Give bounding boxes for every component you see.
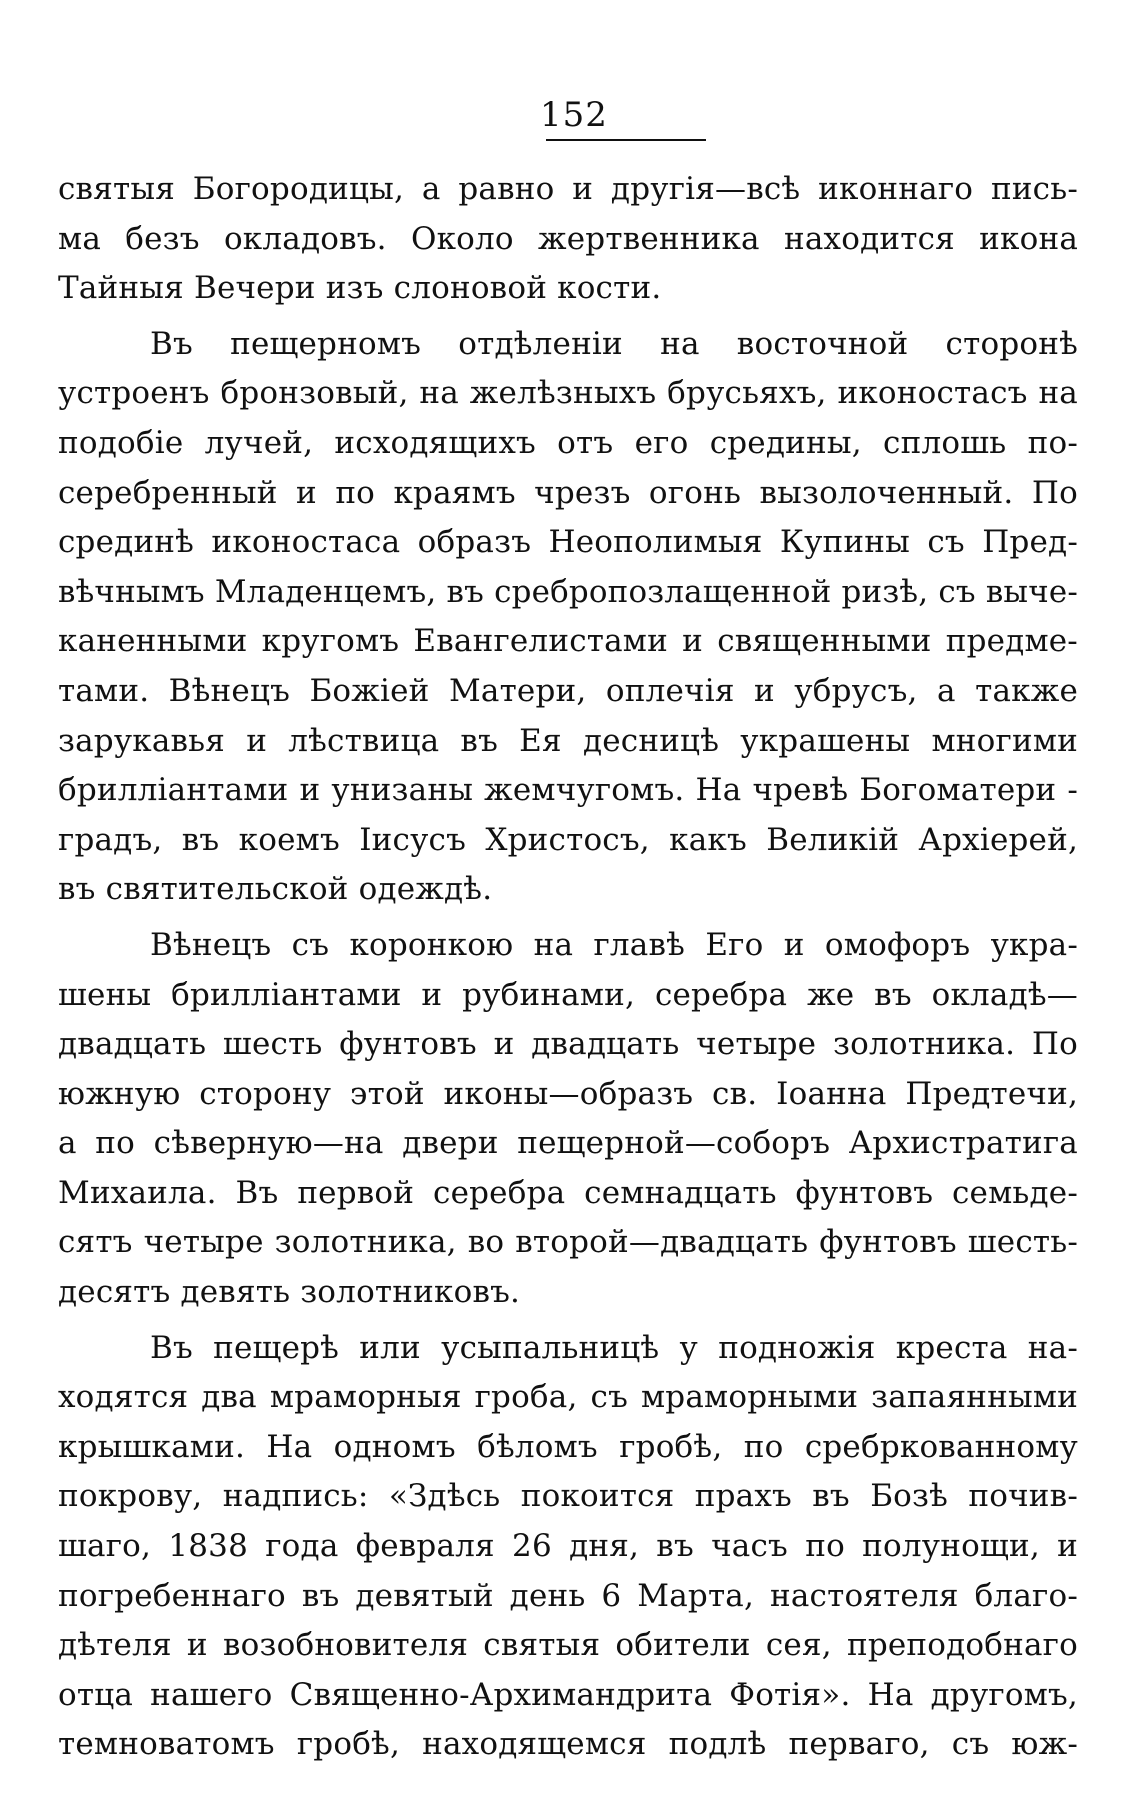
text-line: градъ, въ коемъ Іисусъ Христосъ, какъ Великій Архіерей,: [58, 821, 1078, 858]
paragraph: [58, 165, 1078, 314]
text-line: а по сѣверную—на двери пещерной—соборъ Архистратига: [58, 1125, 1078, 1162]
page-number-rule: [546, 139, 706, 141]
text-line: въ святительской одеждѣ.: [58, 871, 493, 908]
paragraph: [58, 921, 1078, 1318]
text-line: десятъ девять золотниковъ.: [58, 1274, 521, 1311]
text-line: подобіе лучей, исходящихъ отъ его средины, сплошь по-: [58, 424, 1078, 461]
text-line: срединѣ иконостаса образъ Неополимыя Купины съ Пред-: [58, 524, 1078, 561]
text-line: устроенъ бронзовый, на желѣзныхъ брусьяхъ, иконостасъ на: [58, 375, 1078, 412]
text-line: ма безъ окладовъ. Около жертвенника находится икона: [58, 220, 1078, 257]
paragraph: [58, 320, 1078, 915]
text-line: Въ пещерномъ отдѣленіи на восточной сторонѣ: [150, 325, 1078, 362]
page-number: 152: [540, 95, 608, 135]
text-line: зарукавья и лѣствица въ Ея десницѣ украшены многими: [58, 722, 1078, 759]
text-line: Михаила. Въ первой серебра семнадцать фунтовъ семьде-: [58, 1174, 1078, 1211]
text-line: отца нашего Священно-Архимандрита Фотія». На другомъ,: [58, 1676, 1078, 1713]
body-text: [58, 165, 1078, 1770]
text-line: сятъ четыре золотника, во второй—двадцать фунтовъ шесть-: [58, 1224, 1078, 1261]
text-line: покрову, надпись: «Здѣсь покоится прахъ въ Бозѣ почив-: [58, 1478, 1078, 1515]
text-line: крышками. На одномъ бѣломъ гробѣ, по сребркованному: [58, 1428, 1078, 1465]
text-line: Въ пещерѣ или усыпальницѣ у подножія креста на-: [150, 1329, 1078, 1366]
text-line: шены брилліантами и рубинами, серебра же въ окладѣ—: [58, 976, 1078, 1013]
text-line: южную сторону этой иконы—образъ св. Іоанна Предтечи,: [58, 1075, 1078, 1112]
text-line: тами. Вѣнецъ Божіей Матери, оплечія и убрусъ, а также: [58, 672, 1078, 709]
text-line: святыя Богородицы, а равно и другія—всѣ иконнаго пись-: [58, 171, 1078, 207]
text-line: Вѣнецъ съ коронкою на главѣ Его и омофоръ укра-: [150, 926, 1078, 963]
text-line: брилліантами и унизаны жемчугомъ. На чревѣ Богоматери -: [58, 772, 1078, 809]
text-line: Тайныя Вечери изъ слоновой кости.: [58, 270, 662, 307]
text-line: шаго, 1838 года февраля 26 дня, въ часъ по полунощи, и: [58, 1528, 1078, 1565]
text-line: темноватомъ гробѣ, находящемся подлѣ перваго, съ юж-: [58, 1726, 1078, 1763]
text-line: двадцать шесть фунтовъ и двадцать четыре золотника. По: [58, 1026, 1078, 1063]
text-line: ходятся два мраморныя гроба, съ мраморными запаянными: [58, 1379, 1078, 1416]
text-line: серебренный и по краямъ чрезъ огонь вызолоченный. По: [58, 474, 1078, 511]
text-line: вѣчнымъ Младенцемъ, въ сребропозлащенной ризѣ, съ выче-: [58, 573, 1078, 610]
text-line: дѣтеля и возобновителя святыя обители сея, преподобнаго: [58, 1627, 1078, 1664]
paragraph: [58, 1324, 1078, 1770]
text-line: каненными кругомъ Евангелистами и священными предме-: [58, 623, 1078, 660]
text-line: погребеннаго въ девятый день 6 Марта, настоятеля благо-: [58, 1577, 1078, 1614]
